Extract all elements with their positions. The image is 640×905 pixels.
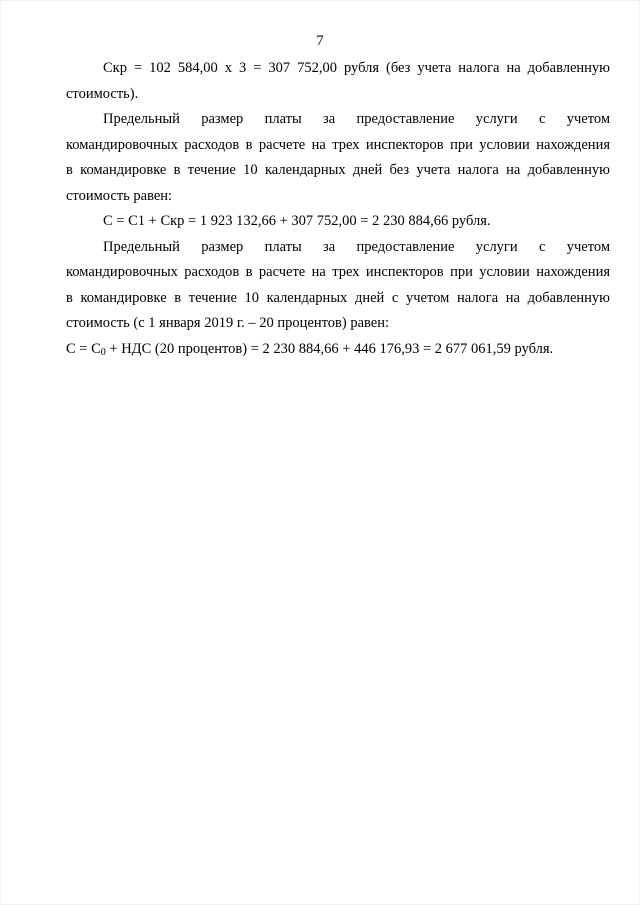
paragraph-limit-without-vat	[66, 107, 610, 209]
word: услуги	[475, 111, 518, 127]
word: предоставление	[356, 111, 455, 127]
word: Предельный	[103, 238, 180, 255]
word: Предельный	[103, 111, 180, 127]
word: размер	[201, 238, 244, 255]
word: с	[538, 238, 546, 255]
paragraph-line: стоимость (с 1 января 2019 г. – 20 процентов) равен:	[66, 315, 389, 331]
paragraph-line: командировочных расходов в расчете на трех инспекторов при условии нахождения	[66, 136, 610, 153]
word: платы	[264, 238, 302, 255]
formula-total-without-vat: С = С1 + Скр = 1 923 132,66 + 307 752,00 = 2 230 884,66 рубля.	[103, 213, 491, 229]
word: учетом	[566, 238, 610, 255]
word: платы	[264, 111, 302, 127]
paragraph-line: Скр = 102 584,00 х 3 = 307 752,00 рубля (без учета налога на добавленную	[103, 60, 610, 76]
paragraph-first-line	[66, 107, 610, 133]
page-number: 7	[316, 33, 324, 49]
document-body	[66, 56, 610, 362]
word: услуги	[475, 238, 518, 255]
formula-suffix: + НДС (20 процентов) = 2 230 884,66 + 446 176,93 = 2 677 061,59 рубля.	[105, 340, 554, 357]
paragraph-line: стоимость).	[66, 85, 139, 102]
word: за	[323, 238, 336, 255]
paragraph-limit-with-vat	[66, 235, 610, 337]
paragraph-line: командировочных расходов в расчете на трех инспекторов при условии нахождения	[66, 264, 610, 280]
formula-subscript: 0	[100, 346, 106, 358]
word: с	[538, 111, 546, 127]
word: предоставление	[356, 238, 455, 255]
word: за	[323, 111, 336, 127]
paragraph-first-line	[66, 235, 610, 261]
paragraph-line: в командировке в течение 10 календарных дней с учетом налога на добавленную	[66, 289, 610, 306]
word: размер	[201, 111, 244, 127]
paragraph-line: в командировке в течение 10 календарных дней без учета налога на добавленную	[66, 162, 610, 178]
word: учетом	[566, 111, 610, 127]
paragraph-tax-calculation	[66, 56, 610, 107]
formula-total-with-vat	[66, 337, 610, 363]
paragraph-line: стоимость равен:	[66, 187, 173, 204]
formula-prefix: С = С	[66, 340, 101, 357]
